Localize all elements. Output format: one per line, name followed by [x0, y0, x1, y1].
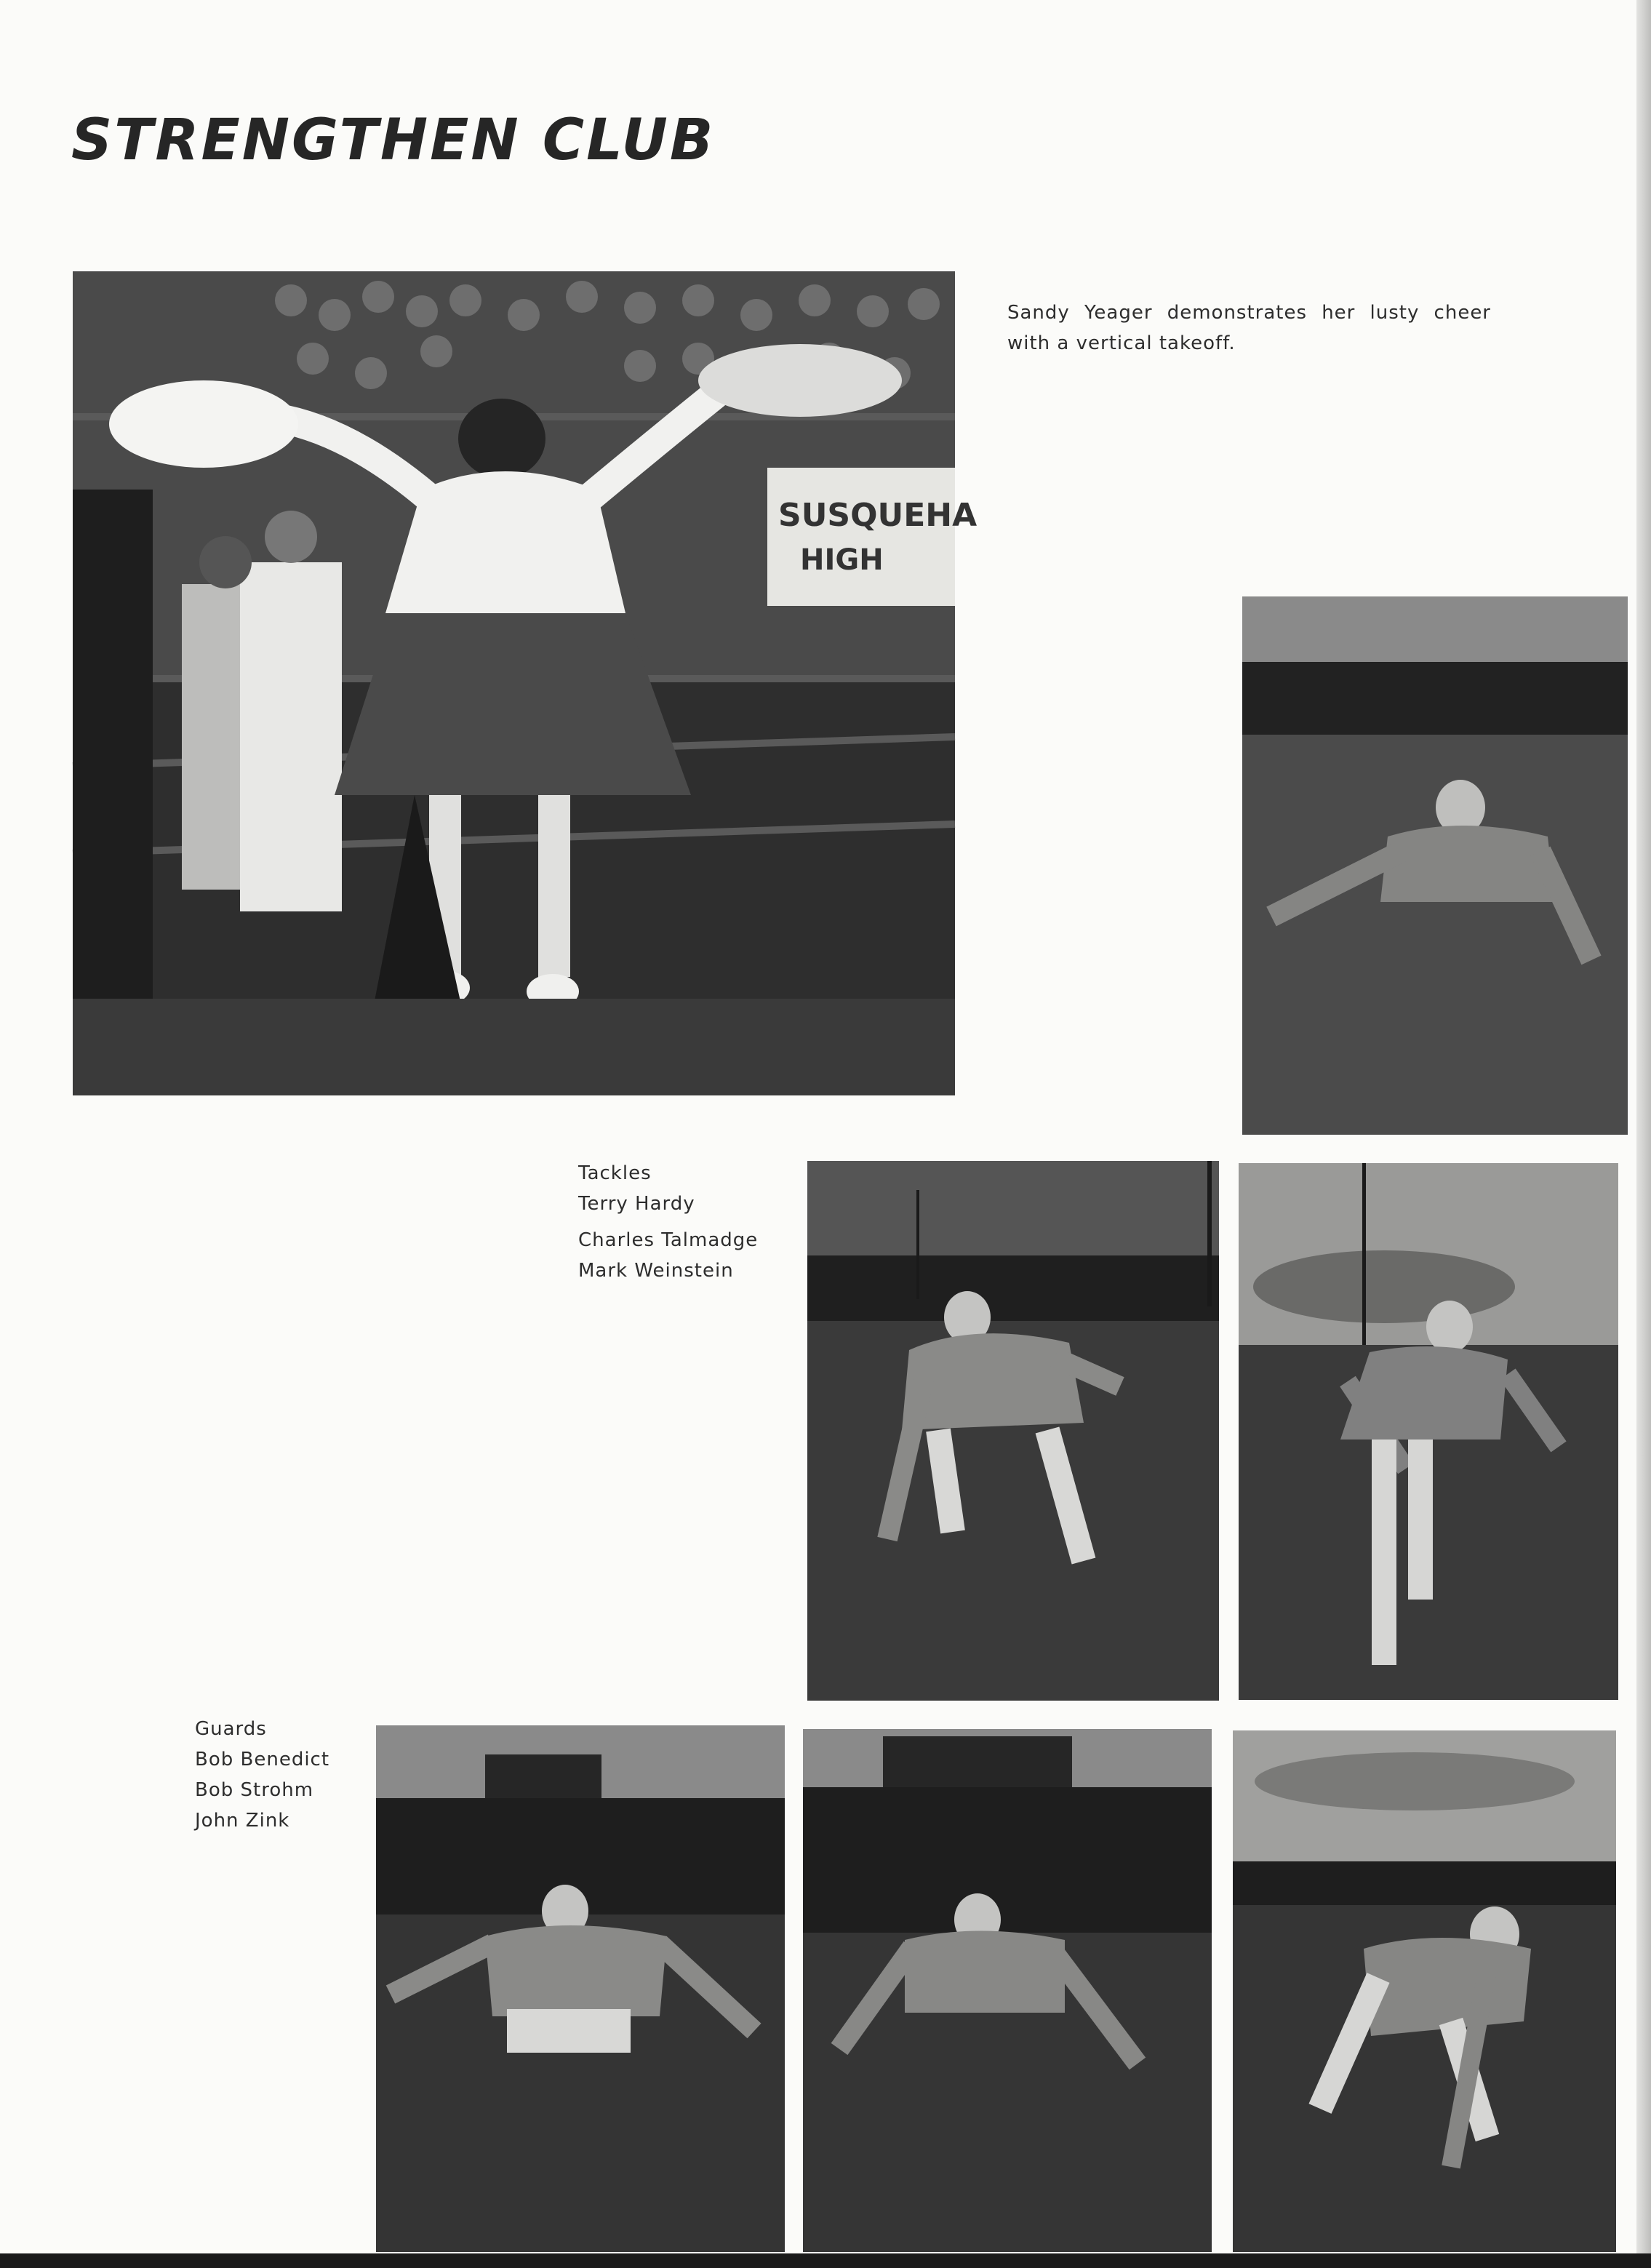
guards-name: Bob Strohm — [195, 1779, 314, 1801]
cheerleader-photo — [73, 271, 978, 1095]
player-photo-guard-2 — [803, 1729, 1212, 2252]
guards-name: Bob Benedict — [195, 1749, 330, 1770]
guards-caption — [195, 1714, 329, 1836]
tackles-name: Charles Talmadge — [578, 1229, 759, 1251]
cheer-caption: Sandy Yeager demonstrates her lusty cheer with a vertical takeoff. — [1007, 302, 1491, 354]
player-photo-tackle-1 — [807, 1161, 1219, 1701]
player-photo-guard-3 — [1233, 1730, 1616, 2252]
banner-text-2: HIGH — [800, 543, 884, 577]
tackles-caption — [578, 1158, 758, 1286]
player-photo-tackle-2 — [1239, 1163, 1618, 1700]
player-photo-lineman-1 — [1242, 596, 1628, 1135]
tackles-name: Terry Hardy — [578, 1193, 695, 1215]
player-photo-guard-1 — [376, 1725, 785, 2252]
tackles-name: Mark Weinstein — [578, 1260, 734, 1282]
guards-name: John Zink — [195, 1810, 290, 1832]
guards-heading: Guards — [195, 1718, 267, 1740]
tackles-heading: Tackles — [578, 1162, 652, 1184]
banner-text-1: SUSQUEHA — [778, 497, 978, 534]
page-bottom-edge — [0, 2253, 1651, 2268]
page-edge — [1636, 0, 1651, 2268]
page-title: STRENGTHEN CLUB — [71, 108, 716, 173]
